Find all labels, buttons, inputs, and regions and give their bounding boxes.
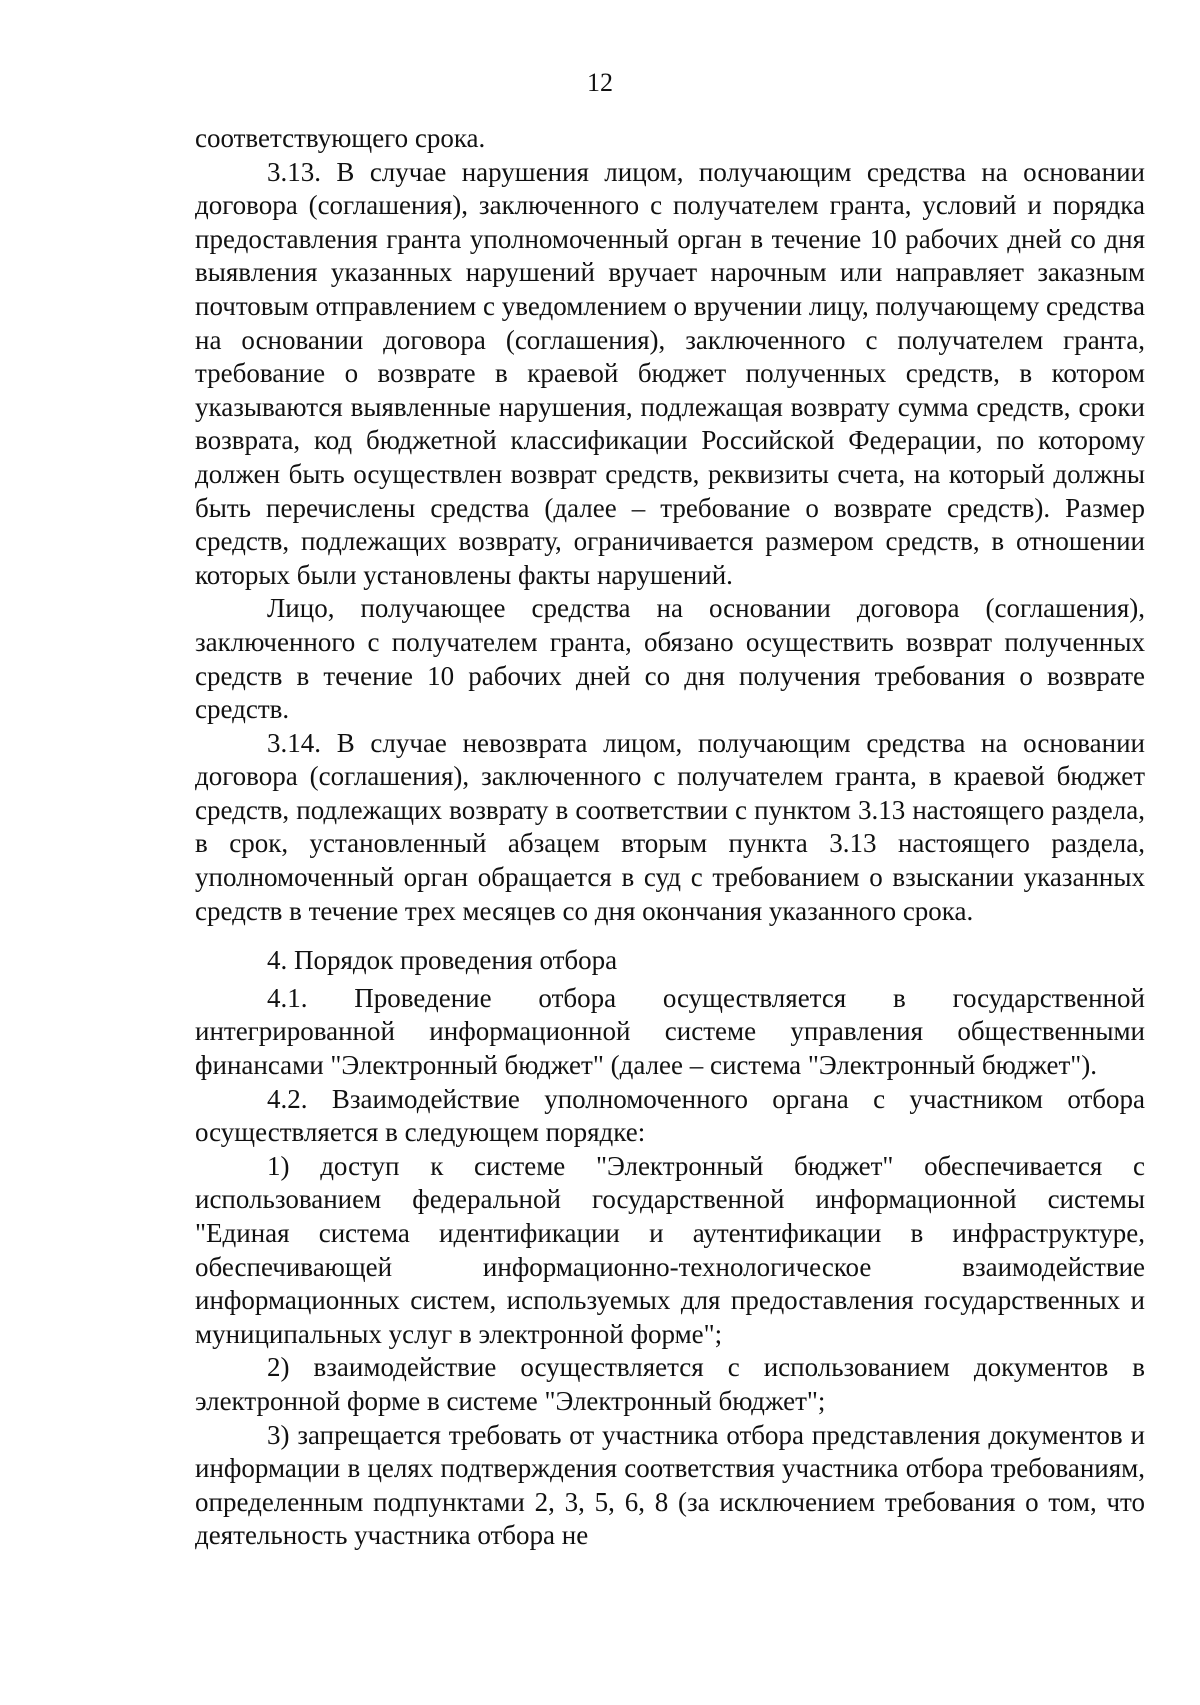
paragraph-4-1: 4.1. Проведение отбора осуществляется в государственной интегрированной информационной системе управления общественными финансами "Электронный бюджет" (далее – система "Электронный бюджет"). (195, 982, 1145, 1081)
list-item-2: 2) взаимодействие осуществляется с использованием документов в электронной форме в системе "Электронный бюджет"; (195, 1352, 1145, 1416)
paragraph-continuation: соответствующего срока. (195, 123, 486, 153)
paragraph-3-14: 3.14. В случае невозврата лицом, получающим средства на основании договора (соглашения), заключенного с получателем гранта, в краевой бюджет средств, подлежащих возврату в соответствии с пунктом 3.13 настоящего раздела, в срок, установленный абзацем вторым пункта 3.13 настоящего раздела, уполномоченный орган обращается в суд с требованием о взыскании указанных средств в течение трех месяцев со дня окончания указанного срока. (195, 727, 1145, 926)
list-item-1: 1) доступ к системе "Электронный бюджет" обеспечивается с использованием федеральной государственной информационной системы "Единая система идентификации и аутентификации в инфраструктуре, обеспечивающей информационно-технологическое взаимодействие информационных систем, используемых для предоставления государственных и муниципальных услуг в электронной форме"; (195, 1150, 1145, 1349)
document-body (195, 122, 1145, 1553)
section-heading-4: 4. Порядок проведения отбора (267, 945, 618, 976)
list-item-3: 3) запрещается требовать от участника отбора представления документов и информации в целях подтверждения соответствия участника отбора требованиям, определенным подпунктами 2, 3, 5, 6, 8 (за исключением требования о том, что деятельность участника отбора не (195, 1419, 1145, 1551)
paragraph-3-13-second: Лицо, получающее средства на основании договора (соглашения), заключенного с получателем гранта, обязано осуществить возврат полученных средств в течение 10 рабочих дней со дня получения требования о возврате средств. (195, 593, 1145, 725)
page-number: 12 (587, 68, 613, 97)
paragraph-4-2: 4.2. Взаимодействие уполномоченного органа с участником отбора осуществляется в следующем порядке: (195, 1083, 1145, 1148)
paragraph-3-13: 3.13. В случае нарушения лицом, получающим средства на основании договора (соглашения), заключенного с получателем гранта, условий и порядка предоставления гранта уполномоченный орган в течение 10 рабочих дней со дня выявления указанных нарушений вручает нарочным или направляет заказным почтовым отправлением с уведомлением о вручении лицу, получающему средства на основании договора (соглашения), заключенного с получателем гранта, требование о возврате в краевой бюджет полученных средств, в котором указываются выявленные нарушения, подлежащая возврату сумма средств, сроки возврата, код бюджетной классификации Российской Федерации, по которому должен быть осуществлен возврат средств, реквизиты счета, на который должны быть перечислены средства (далее – требование о возврате средств). Размер средств, подлежащих возврату, ограничивается размером средств, в отношении которых были установлены факты нарушений. (195, 156, 1145, 590)
